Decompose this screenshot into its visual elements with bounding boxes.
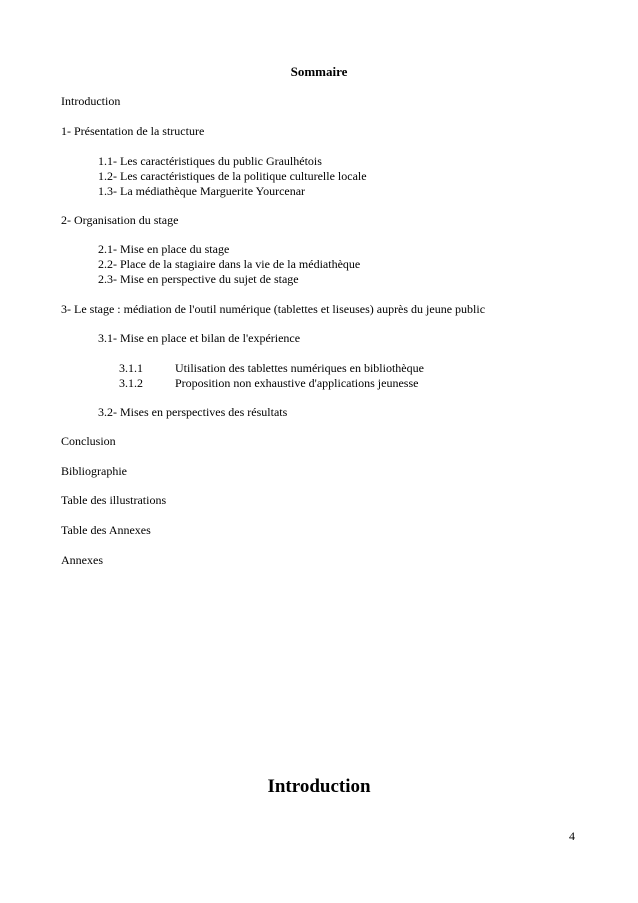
toc-entry-3-2: 3.2- Mises en perspectives des résultats <box>98 405 288 419</box>
toc-entry-bibliographie: Bibliographie <box>61 464 127 478</box>
toc-entry-annexes-table: Table des Annexes <box>61 523 151 537</box>
toc-entry-1-3: 1.3- La médiathèque Marguerite Yourcenar <box>98 184 306 198</box>
toc-entry-1-2: 1.2- Les caractéristiques de la politique culturelle locale <box>98 169 367 183</box>
toc-entry-section-2: 2- Organisation du stage <box>61 213 179 227</box>
toc-entry-2-2: 2.2- Place de la stagiaire dans la vie de la médiathèque <box>98 257 361 271</box>
toc-entry-text: Proposition non exhaustive d'applications jeunesse <box>175 376 419 390</box>
toc-entry-introduction: Introduction <box>61 94 121 108</box>
section-heading: Introduction <box>267 776 371 797</box>
toc-entry-1-1: 1.1- Les caractéristiques du public Graulhétois <box>98 154 322 168</box>
page-title: Sommaire <box>290 64 348 79</box>
toc-entry-2-1: 2.1- Mise en place du stage <box>98 242 230 256</box>
toc-entry-3-1-1 <box>119 361 424 375</box>
page-number: 4 <box>569 829 575 843</box>
toc-entry-3-1: 3.1- Mise en place et bilan de l'expérience <box>98 331 301 345</box>
toc-entry-text: Utilisation des tablettes numériques en bibliothèque <box>175 361 424 375</box>
toc-entry-3-1-2 <box>119 376 418 390</box>
toc-entry-2-3: 2.3- Mise en perspective du sujet de stage <box>98 272 299 286</box>
toc-entry-number: 3.1.2 <box>119 376 143 390</box>
toc-entry-section-1: 1- Présentation de la structure <box>61 124 205 138</box>
toc-entry-number: 3.1.1 <box>119 361 143 375</box>
toc-entry-illustrations: Table des illustrations <box>61 493 167 507</box>
toc-entry-section-3: 3- Le stage : médiation de l'outil numérique (tablettes et liseuses) auprès du jeune public <box>61 302 486 316</box>
toc-entry-annexes: Annexes <box>61 553 103 567</box>
toc-entry-conclusion: Conclusion <box>61 434 116 448</box>
